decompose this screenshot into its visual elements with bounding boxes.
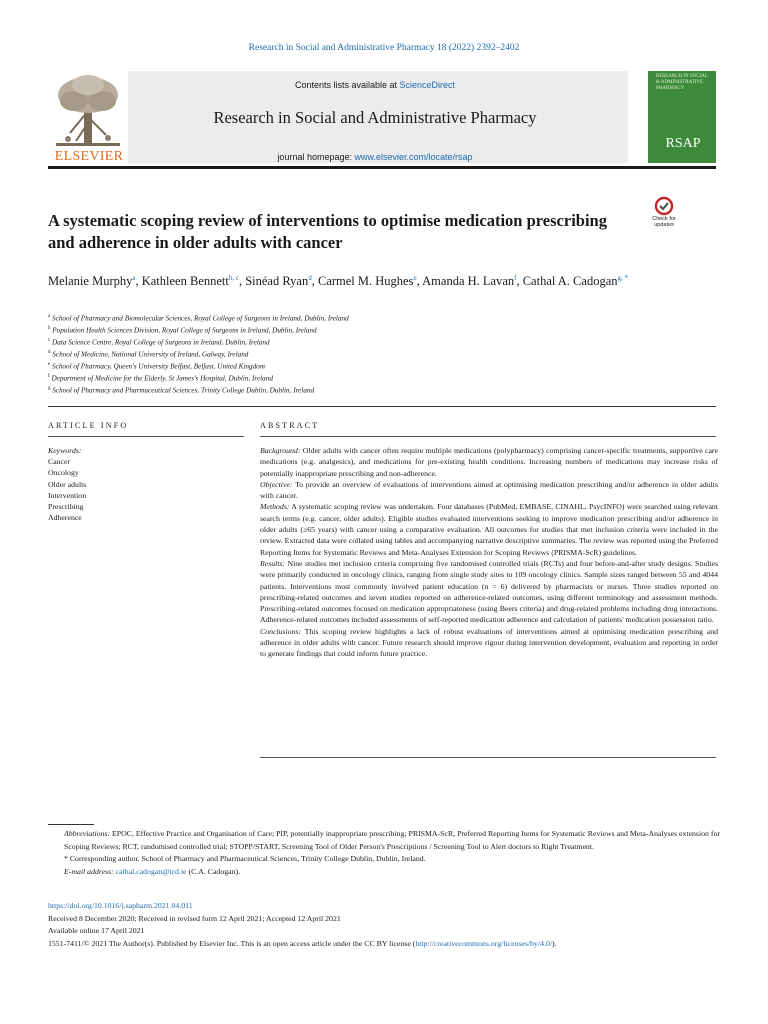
affiliation-text: Population Health Sciences Division, Royal College of Surgeons in Ireland, Dublin, Ireland	[52, 326, 317, 335]
footnotes	[48, 828, 720, 878]
keyword: Adherence	[48, 513, 82, 523]
author-name: Carmel M. Hughes	[317, 274, 414, 289]
abstract-section-text: To provide an overview of evaluations of interventions aimed at optimising medication prescribing and/or adherence in older adults with cancer.	[260, 479, 718, 501]
keyword: Prescribing	[48, 502, 84, 512]
contents-prefix: Contents lists available at	[294, 80, 400, 90]
affiliation-text: Department of Medicine for the Elderly, St James's Hospital, Dublin, Ireland	[51, 374, 273, 383]
keyword: Oncology	[48, 468, 79, 478]
corresponding-author-footnote: * Corresponding author. School of Pharmacy and Pharmaceutical Sciences, Trinity College Dublin, Dublin, Ireland.	[64, 854, 426, 864]
author[interactable]	[48, 274, 135, 288]
contents-line	[140, 80, 610, 90]
author-list: Melanie Murphy$^a$, Kathleen Bennett$^{b, c}$, Sinéad Ryan$^d$, Carmel M. Hughes$^e$, Amanda H. Lavan$^f$, Cathal A. Cadogan$^{g, *}$	[48, 274, 628, 289]
abstract-heading: ABSTRACT	[260, 421, 320, 430]
author-name: Kathleen Bennett	[141, 274, 229, 289]
tree-icon	[48, 71, 128, 149]
affiliation-mark: c	[48, 337, 51, 343]
footnote-rule	[48, 824, 94, 825]
affiliation-mark: b	[48, 325, 51, 331]
affiliation	[48, 348, 548, 360]
abstract-paragraph	[260, 558, 718, 626]
author[interactable]	[245, 274, 312, 288]
article-info-heading: ARTICLE INFO	[48, 421, 129, 430]
abstract-paragraph	[260, 479, 718, 502]
abstract-paragraph	[260, 445, 718, 479]
affiliation	[48, 360, 548, 372]
abbreviations-footnote	[48, 828, 720, 853]
affiliation	[48, 384, 548, 396]
author[interactable]	[318, 274, 417, 288]
author-affiliation-mark[interactable]: e	[413, 274, 417, 282]
abstract-rule	[260, 436, 716, 437]
abstract-paragraph	[260, 501, 718, 557]
license-prefix: 1551-7411/© 2021 The Author(s). Published by Elsevier Inc. This is an open access article under the CC BY license (	[48, 938, 416, 948]
affiliation	[48, 324, 548, 336]
affiliation-mark: f	[48, 373, 50, 379]
affiliation-text: Data Science Centre, Royal College of Surgeons in Ireland, Dublin, Ireland	[52, 338, 270, 347]
journal-title: Research in Social and Administrative Pharmacy	[213, 108, 537, 127]
email-suffix: (C.A. Cadogan).	[186, 866, 241, 876]
affiliation-mark: d	[48, 349, 51, 355]
abstract-section-text: Nine studies met inclusion criteria comprising five randomised controlled trials (RCTs) and four before-and-after study designs. Studies were primarily conducted in oncology clinics, ranging from single study sites to 109 oncology clinics. Sample sizes ranged between 55 and 4044 patients. Interventions most commonly involved patient education (n = 6) delivered by pharmacists or nurses. Three studies reported on prescribing-related outcomes and seven studies reported on adherence-related outcomes, using different terminology and assessment methods. Prescribing-related outcomes focused on medication appropriateness (using Beers criteria) and drug-related problems including drug interactions. Adherence-related outcomes included assessments of self-reported medication adherence and calculation of patients' medication possession ratio.	[260, 558, 718, 625]
email-label: E-mail address:	[64, 866, 114, 876]
article-title: A systematic scoping review of interventions to optimise medication prescribing and adherence in older adults with cancer	[48, 211, 607, 252]
author[interactable]	[523, 274, 628, 288]
author-name: Sinéad Ryan	[245, 274, 309, 289]
abstract-paragraph	[260, 626, 718, 660]
homepage-line	[140, 152, 610, 162]
article-info-rule	[48, 436, 244, 437]
author[interactable]	[422, 274, 516, 288]
keywords-label: Keywords:	[48, 446, 82, 455]
available-online: Available online 17 April 2021	[48, 926, 145, 935]
abstract-section-label: Results:	[260, 558, 286, 568]
abstract-section-text: Older adults with cancer often require multiple medications (polypharmacy) comprising cancer-specific treatments, supportive care medications (e.g. analgesics), and medications for pre-existing health conditions. Increasing numbers of medications may increase risks of potentially inappropriate prescribing and non-adherence.	[260, 446, 718, 478]
abbreviations-text: EPOC, Effective Practice and Organisation of Care; PIP, potentially inappropriate prescribing; PRISMA-ScR, Preferred Reporting Items for Systematic Reviews and Meta-Analyses extension for Scoping Reviews; RCT, randomised controlled trial; STOPP/START, Screening Tool of Older Person's Prescriptions / Screening Tool to Alert doctors to Right Treatment.	[64, 829, 720, 851]
elsevier-wordmark: ELSEVIER	[54, 149, 124, 164]
email-footnote	[48, 866, 720, 879]
publication-info	[48, 900, 728, 950]
abstract-section-label: Objective:	[260, 479, 293, 489]
cover-abbrev: RSAP	[665, 136, 701, 151]
affiliation-mark: e	[48, 361, 51, 367]
affiliation-text: School of Pharmacy and Biomolecular Sciences, Royal College of Surgeons in Ireland, Dublin, Ireland	[52, 314, 349, 323]
affiliation-mark: a	[48, 314, 51, 319]
affiliation	[48, 336, 548, 348]
abstract-section-label: Methods:	[260, 502, 290, 512]
keywords-list	[48, 456, 238, 523]
abstract-section-text: This scoping review highlights a lack of robust evaluations of interventions aimed at optimising medication prescribing and adherence in older adults with cancer. Future research should improve rigour during intervention development, evaluation and reporting in order to generate findings that could inform future practice.	[260, 626, 718, 659]
email-link[interactable]: cathal.cadogan@tcd.ie	[115, 866, 187, 876]
license-line	[48, 938, 728, 951]
author-affiliation-mark[interactable]: g, *	[617, 274, 628, 282]
abstract-section-label: Background:	[260, 446, 301, 455]
received-dates: Received 8 December 2020; Received in revised form 12 April 2021; Accepted 12 April 2021	[48, 913, 341, 923]
sciencedirect-link[interactable]: ScienceDirect	[399, 80, 456, 90]
section-rule	[48, 406, 716, 407]
author-affiliation-mark[interactable]: b, c	[228, 274, 239, 282]
affiliation-text: School of Pharmacy, Queen's University Belfast, Belfast, United Kingdom	[52, 362, 265, 371]
affiliation-text: School of Medicine, National University of Ireland, Galway, Ireland	[52, 350, 249, 359]
abstract-section-label: Conclusions:	[260, 626, 302, 636]
author-name: Cathal A. Cadogan	[522, 274, 618, 289]
header-rule	[48, 166, 716, 169]
author-affiliation-mark[interactable]: d	[308, 274, 312, 282]
keyword: Older adults	[48, 479, 87, 489]
doi-link[interactable]: https://doi.org/10.1016/j.sapharm.2021.04.011	[48, 901, 193, 910]
keyword: Cancer	[48, 457, 71, 467]
abstract-section-text: A systematic scoping review was undertaken. Four databases (PubMed, EMBASE, CINAHL, PsycINFO) were searched using relevant search terms (e.g. cancer, older adults). Eligible studies evaluated interventions seeking to improve medication prescribing and/or adherence in older adults (≥65 years) with cancer using a comparative evaluation. All outcomes for studies that met inclusion criteria were included in the review. Extracted data were collated using tables and accompanying narrative descriptive summaries. The review was reported using the Preferred Reporting Items for Systematic Reviews and Meta-Analyses Extension for Scoping Reviews (PRISMA-ScR) guidelines.	[260, 502, 718, 557]
author-affiliation-mark[interactable]: a	[132, 274, 136, 282]
affiliation	[48, 372, 548, 384]
author-name: Amanda H. Lavan	[422, 274, 515, 289]
journal-citation[interactable]: Research in Social and Administrative Pharmacy 18 (2022) 2392–2402	[248, 43, 520, 53]
abstract-body	[260, 445, 718, 660]
affiliation	[48, 312, 548, 324]
keyword: Intervention	[48, 490, 87, 500]
check-updates-label: Check for updates	[652, 216, 676, 228]
affiliation-mark: g	[48, 385, 51, 391]
homepage-link[interactable]: www.elsevier.com/locate/rsap	[354, 152, 473, 162]
license-link[interactable]: http://creativecommons.org/licenses/by/4.0/	[415, 938, 553, 948]
cover-title: RESEARCH IN SOCIAL & ADMINISTRATIVE PHARMACY	[656, 74, 708, 91]
affiliation-text: School of Pharmacy and Pharmaceutical Sciences, Trinity College Dublin, Dublin, Ireland	[52, 386, 315, 395]
keywords-block	[48, 445, 238, 523]
check-updates-icon	[646, 196, 682, 216]
affiliation-list	[48, 312, 548, 396]
homepage-prefix: journal homepage:	[277, 152, 355, 162]
abbreviations-label: Abbreviations:	[64, 829, 111, 838]
author[interactable]	[142, 274, 239, 288]
abstract-bottom-rule	[260, 757, 716, 758]
license-suffix: ).	[552, 938, 557, 948]
author-name: Melanie Murphy	[48, 274, 133, 289]
author-affiliation-mark[interactable]: f	[514, 274, 517, 282]
